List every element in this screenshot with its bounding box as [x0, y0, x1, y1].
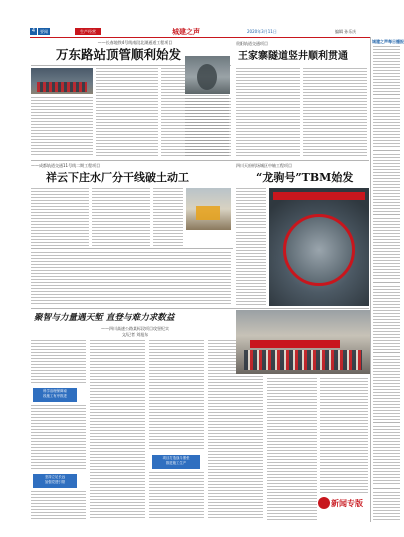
header-rule [30, 37, 370, 38]
banner-shape [273, 192, 365, 200]
section-divider-2 [31, 248, 233, 249]
feature-body-col2 [90, 340, 145, 520]
sidebar-block-2 [373, 98, 400, 148]
sidebar-divider [370, 37, 371, 522]
logo-text: 新闻专版 [331, 498, 363, 508]
article1-photo [31, 68, 93, 94]
feature-body-col3b [149, 472, 204, 520]
feature-subhead: ——四川高速公路某标段项目攻坚纪实 [101, 326, 169, 331]
article2-kicker: 贵阳轨道交通项目 [236, 41, 268, 46]
article2-body-col0 [185, 98, 231, 157]
excavator-shape [196, 206, 220, 220]
masthead: 城建之声 [172, 27, 200, 36]
feature-byline: 文/记者 刘旭东 [121, 332, 149, 337]
article3-kicker: ——成都轨道交通11号线二期工程项目 [31, 163, 101, 168]
feature-body-col1 [31, 340, 86, 385]
article4-body-col2 [236, 232, 266, 306]
feature-photo-group [236, 310, 370, 374]
sidebar-block-1 [373, 46, 400, 92]
logo-mark [318, 497, 330, 509]
article4-headline: “龙驹号”TBM始发 [256, 171, 354, 184]
section-divider-3 [31, 308, 369, 309]
article1-kicker: ——长春地铁4号线南段北湖通道工程项目 [97, 40, 173, 45]
article2-headline: 王家寨隧道竖井顺利贯通 [238, 51, 348, 62]
feature-body-col6 [320, 378, 368, 494]
crowd-shape [37, 82, 87, 92]
sidebar-block-5 [373, 286, 400, 350]
article4-body-col1 [236, 188, 266, 228]
callout-box-2: 项目打造战斗堡垒 推进施工生产 [152, 455, 200, 469]
group-banner [250, 340, 340, 348]
article3-extra [31, 252, 231, 304]
sidebar-title: 城建之声每日播报 [372, 39, 404, 44]
article3-body-col3 [153, 188, 183, 248]
section-badge: 要闻 [40, 29, 48, 34]
page-header [30, 27, 370, 36]
sidebar-rule-7 [373, 488, 400, 489]
callout-box-3: 坚持立足长远 加强党建引领 [33, 474, 77, 488]
editor-line: 编辑 孙乐庆 [335, 29, 357, 34]
sidebar-rule-3 [373, 214, 400, 215]
sidebar-rule-5 [373, 352, 400, 353]
section-label: 生产经营 [75, 28, 101, 35]
group-people [244, 350, 362, 370]
article2-body-col2 [303, 68, 367, 157]
tbm-photo [269, 188, 369, 306]
article1-body-col1 [31, 97, 93, 157]
article2-photo-left [185, 56, 230, 94]
callout-box-1: 科学治理保障南 段施工有序推进 [33, 388, 77, 402]
sidebar-block-8 [373, 492, 400, 520]
sidebar-rule-2 [373, 150, 400, 151]
sidebar-block-6 [373, 356, 400, 420]
feature-body-col3 [149, 340, 204, 450]
sidebar-rule-4 [373, 282, 400, 283]
date-line: 2020年3月11日 [247, 29, 277, 34]
feature-body-col1b [31, 405, 86, 470]
sidebar-block-3 [373, 154, 400, 212]
article4-kicker: 四川天府机场城区中轴工程项目 [236, 163, 292, 168]
article1-body-col2 [96, 68, 158, 157]
sidebar-rule-6 [373, 422, 400, 423]
feature-headline: 聚智与力量遇天堑 直登与难力求数益 [34, 313, 175, 323]
section-divider-1 [31, 160, 369, 161]
sidebar-block-4 [373, 218, 400, 280]
article3-headline: 祥云下庄水厂分干线破土动工 [46, 171, 189, 184]
article3-photo [186, 188, 231, 230]
feature-body-col1c [31, 491, 86, 519]
article2-body-col1 [236, 68, 300, 157]
news-logo [318, 496, 368, 510]
article3-body-col1 [31, 188, 89, 248]
article1-headline: 万东路站顶管顺利始发 [56, 47, 182, 62]
feature-body-col5 [267, 378, 317, 520]
tbm-cutterhead [283, 214, 355, 286]
page-number: 4 [31, 28, 36, 34]
sidebar-block-7 [373, 426, 400, 486]
sidebar-rule-1 [373, 94, 400, 95]
article3-body-col2 [92, 188, 150, 248]
shaft-shape [197, 64, 217, 90]
